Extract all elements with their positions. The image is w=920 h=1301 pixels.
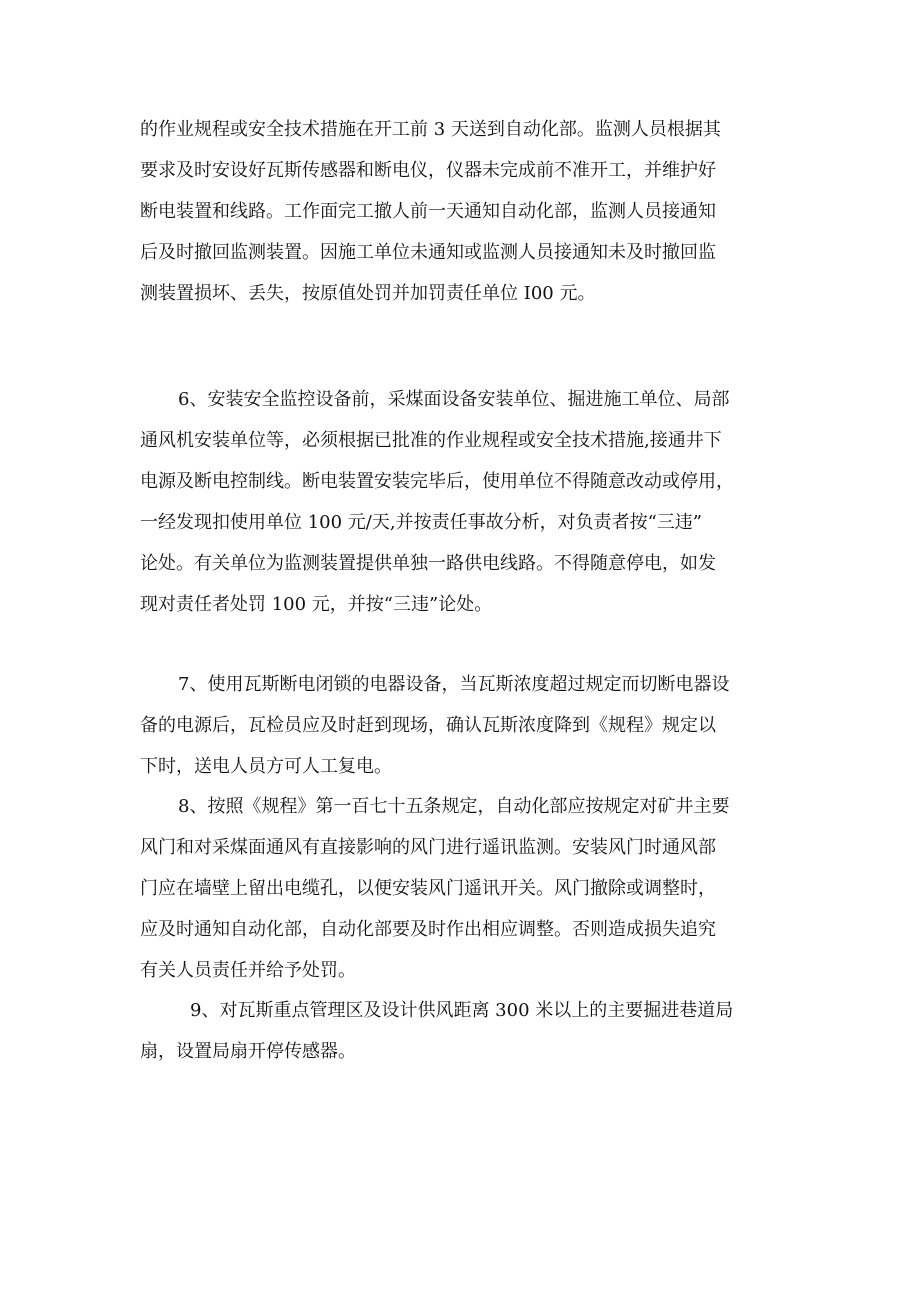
text-line: 扇，设置局扇开停传感器。 — [140, 1041, 356, 1062]
text-line: 通风机安装单位等，必须根据已批准的作业规程或安全技术措施,接通井下 — [140, 430, 722, 451]
text-line: 一经发现扣使用单位 100 元/天,并按责任事故分析，对负责者按“三违” — [140, 512, 702, 533]
text-line: 测装置损坏、丢失，按原值处罚并加罚责任单位 I00 元。 — [140, 283, 596, 304]
text-line: 9、对瓦斯重点管理区及设计供风距离 300 米以上的主要掘进巷道局 — [190, 1000, 734, 1021]
text-line: 后及时撤回监测装置。因施工单位未通知或监测人员接通知未及时撤回监 — [140, 242, 716, 263]
text-line: 7、使用瓦斯断电闭锁的电器设备，当瓦斯浓度超过规定而切断电器设 — [178, 674, 730, 695]
text-line: 风门和对采煤面通风有直接影响的风门进行遥讯监测。安装风门时通风部 — [140, 837, 716, 858]
paragraph-6 — [140, 379, 800, 625]
text-line: 现对责任者处罚 100 元，并按“三违”论处。 — [140, 594, 493, 615]
text-line: 有关人员责任并给予处罚。 — [140, 960, 356, 981]
text-line: 下时，送电人员方可人工复电。 — [140, 756, 392, 777]
text-line: 的作业规程或安全技术措施在开工前 3 天送到自动化部。监测人员根据其 — [140, 119, 721, 140]
paragraph-8 — [140, 786, 800, 991]
paragraph-continuation — [140, 109, 800, 314]
paragraph-7 — [140, 664, 800, 787]
text-line: 应及时通知自动化部，自动化部要及时作出相应调整。否则造成损失追究 — [140, 919, 716, 940]
paragraph-9 — [140, 990, 800, 1072]
text-line: 电源及断电控制线。断电装置安装完毕后，使用单位不得随意改动或停用， — [140, 471, 734, 492]
text-line: 门应在墙壁上留出电缆孔，以便安装风门遥讯开关。风门撤除或调整时， — [140, 878, 716, 899]
text-line: 论处。有关单位为监测装置提供单独一路供电线路。不得随意停电，如发 — [140, 553, 716, 574]
text-line: 6、安装安全监控设备前，采煤面设备安装单位、掘进施工单位、局部 — [178, 389, 730, 410]
text-line: 备的电源后，瓦检员应及时赶到现场，确认瓦斯浓度降到《规程》规定以 — [140, 715, 716, 736]
text-line: 要求及时安设好瓦斯传感器和断电仪，仪器未完成前不准开工，并维护好 — [140, 160, 716, 181]
text-line: 8、按照《规程》第一百七十五条规定，自动化部应按规定对矿井主要 — [178, 796, 730, 817]
text-line: 断电装置和线路。工作面完工撤人前一天通知自动化部，监测人员接通知 — [140, 201, 716, 222]
